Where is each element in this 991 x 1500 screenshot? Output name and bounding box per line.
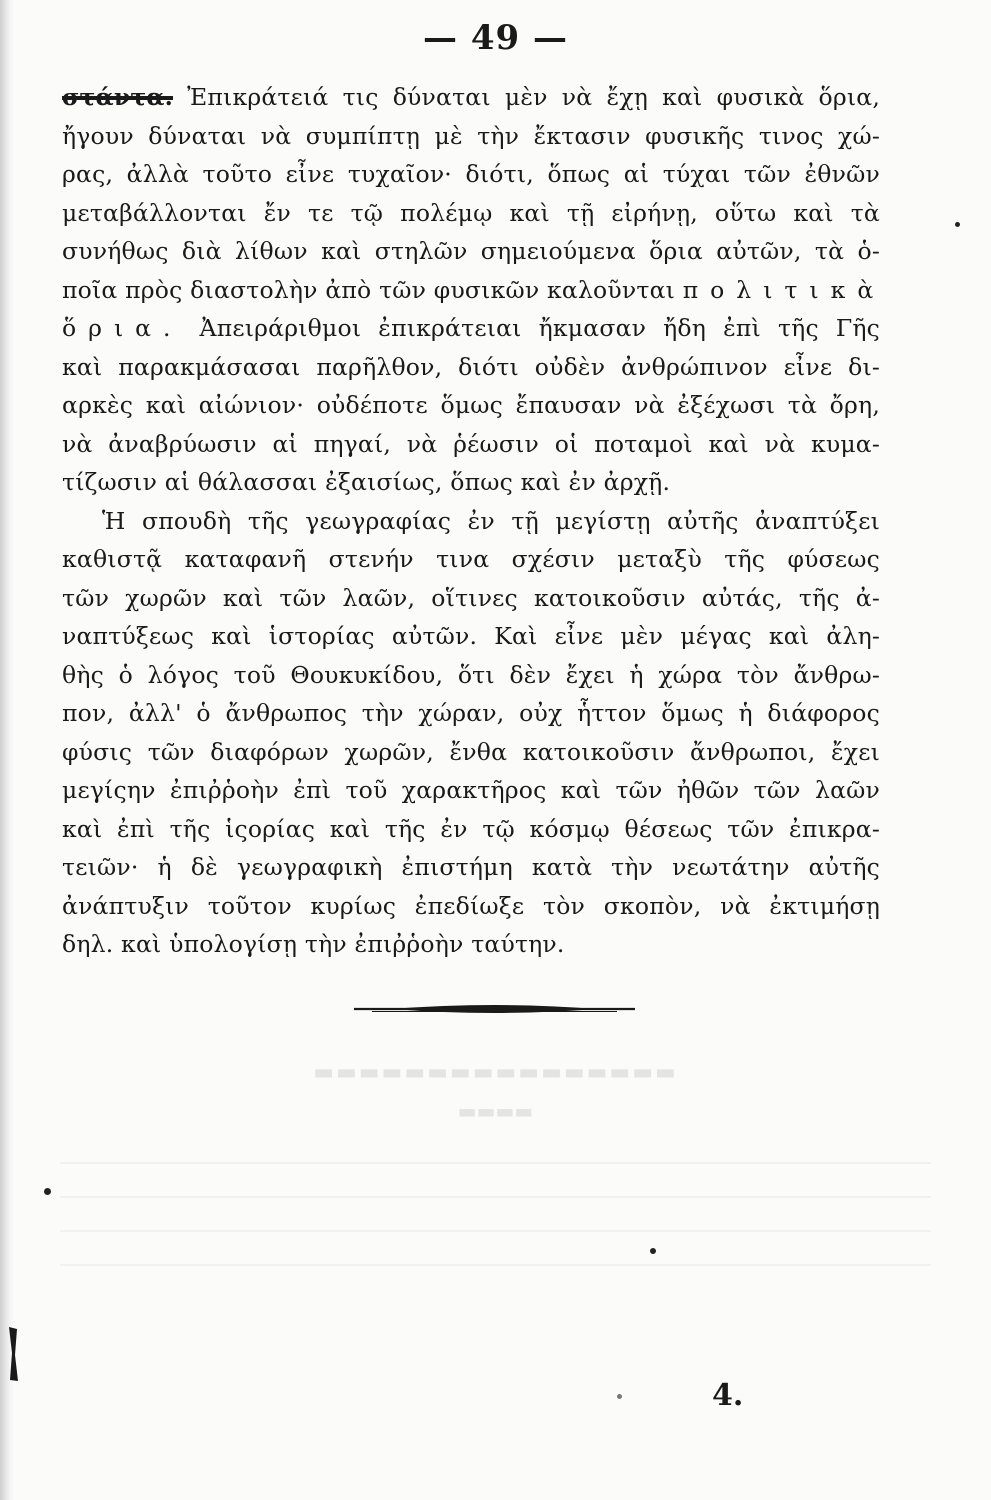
text-line: Ἡ σπουδὴ τῆς γεωγραφίας ἐν τῇ μεγίστῃ αὐτῆς ἀναπτύξει — [102, 506, 880, 535]
bleed-through-line — [60, 1240, 931, 1266]
text-line: δηλ. καὶ ὑπολογίσῃ τὴν ἐπιῤῥοὴν ταύτην. — [62, 930, 565, 958]
page-number: — 49 — — [423, 18, 568, 58]
text-line — [62, 271, 886, 310]
text-line — [62, 309, 880, 348]
text-line: καθιστᾷ καταφανῆ στενήν τινα σχέσιν μεταξὺ τῆς φύσεως — [62, 545, 880, 573]
ink-speck — [617, 1394, 622, 1399]
struck-word: στάντα. — [62, 83, 174, 111]
bleed-through-line — [60, 1206, 931, 1232]
body-text — [62, 78, 886, 964]
bleed-through-lines — [60, 1138, 931, 1266]
bleed-through-line — [60, 1138, 931, 1164]
ink-speck — [44, 1188, 51, 1195]
text-line: φύσις τῶν διαφόρων χωρῶν, ἔνθα κατοικοῦσιν ἄνθρωποι, ἔχει — [62, 737, 880, 766]
sheet-signature: 4. — [712, 1378, 744, 1413]
text-line — [62, 78, 880, 117]
bleed-through-line — [60, 1172, 931, 1198]
text-line: ναπτύξεως καὶ ἱστορίας αὐτῶν. Καὶ εἶνε μὲν μέγας καὶ ἀλη- — [62, 622, 880, 650]
ink-speck — [650, 1248, 656, 1254]
text-line: ἀνάπτυξιν τοῦτον κυρίως ἐπεδίωξε τὸν σκοπὸν, νὰ ἐκτιμήσῃ — [62, 891, 880, 920]
text-line: θὴς ὁ λόγος τοῦ Θουκυκίδου, ὅτι δὲν ἔχει ἡ χώρα τὸν ἄνθρω- — [62, 660, 880, 689]
text-fragment: Ἐπικράτειά τις δύναται μὲν νὰ ἔχῃ καὶ φυσικὰ ὅρια, — [173, 83, 880, 111]
spaced-term: πολιτικὰ — [682, 275, 886, 304]
spaced-term: ὅρια. — [62, 314, 183, 342]
text-line: τίζωσιν αἱ θάλασσαι ἐξαισίως, ὅπως καὶ ἐν ἀρχῇ. — [62, 468, 671, 496]
text-line: καὶ ἐπὶ τῆς ἱςορίας καὶ τῆς ἐν τῷ κόσμῳ θέσεως τῶν ἐπικρα- — [62, 814, 880, 843]
text-line: πον, ἀλλ' ὁ ἄνθρωπος τὴν χώραν, οὐχ ἧττον ὅμως ἡ διάφορος — [62, 699, 880, 727]
bleed-through-subheading: ▬▬▬▬ — [457, 1099, 534, 1123]
margin-mark — [6, 1325, 20, 1383]
margin-mark-stroke — [9, 1327, 18, 1381]
text-line: μεταβάλλονται ἔν τε τῷ πολέμῳ καὶ τῇ εἰρήνῃ, οὕτω καὶ τὰ — [62, 198, 880, 227]
ink-speck — [955, 222, 960, 227]
text-line: αρκὲς καὶ αἰώνιον· οὐδέποτε ὅμως ἔπαυσαν νὰ ἐξέχωσι τὰ ὄρη, — [62, 391, 880, 419]
text-line: νὰ ἀναβρύωσιν αἱ πηγαί, νὰ ῥέωσιν οἱ ποταμοὶ καὶ νὰ κυμα- — [62, 429, 880, 458]
text-line: μεγίςην ἐπιῤῥοὴν ἐπὶ τοῦ χαρακτῆρος καὶ τῶν ἠθῶν τῶν λαῶν — [62, 776, 880, 804]
text-line: ρας, ἀλλὰ τοῦτο εἶνε τυχαῖον· διότι, ὅπως αἱ τύχαι τῶν ἐθνῶν — [62, 160, 880, 188]
text-line: τῶν χωρῶν καὶ τῶν λαῶν, οἵτινες κατοικοῦσιν αὐτάς, τῆς ἀ- — [62, 583, 880, 612]
text-fragment: ποῖα πρὸς διαστολὴν ἀπὸ τῶν φυσικῶν καλοῦνται — [62, 275, 676, 304]
page-gutter-shadow — [0, 0, 14, 1500]
text-line: ἤγουν δύναται νὰ συμπίπτῃ μὲ τὴν ἔκτασιν φυσικῆς τινος χώ- — [62, 121, 880, 150]
text-line: τειῶν· ἡ δὲ γεωγραφικὴ ἐπιστήμη κατὰ τὴν νεωτάτην αὐτῆς — [62, 853, 880, 881]
bleed-through-heading: ▬▬▬▬▬▬▬▬▬▬▬▬▬▬▬▬ — [313, 1060, 678, 1085]
text-fragment: Ἀπειράριθμοι ἐπικράτειαι ἤκμασαν ἤδη ἐπὶ τῆς Γῆς — [182, 314, 880, 342]
section-ornament — [352, 1001, 637, 1017]
text-line: καὶ παρακμάσασαι παρῆλθον, διότι οὐδὲν ἀνθρώπινον εἶνε δι- — [62, 352, 880, 381]
text-line: συνήθως διὰ λίθων καὶ στηλῶν σημειούμενα ὅρια αὐτῶν, τὰ ὁ- — [62, 237, 880, 265]
